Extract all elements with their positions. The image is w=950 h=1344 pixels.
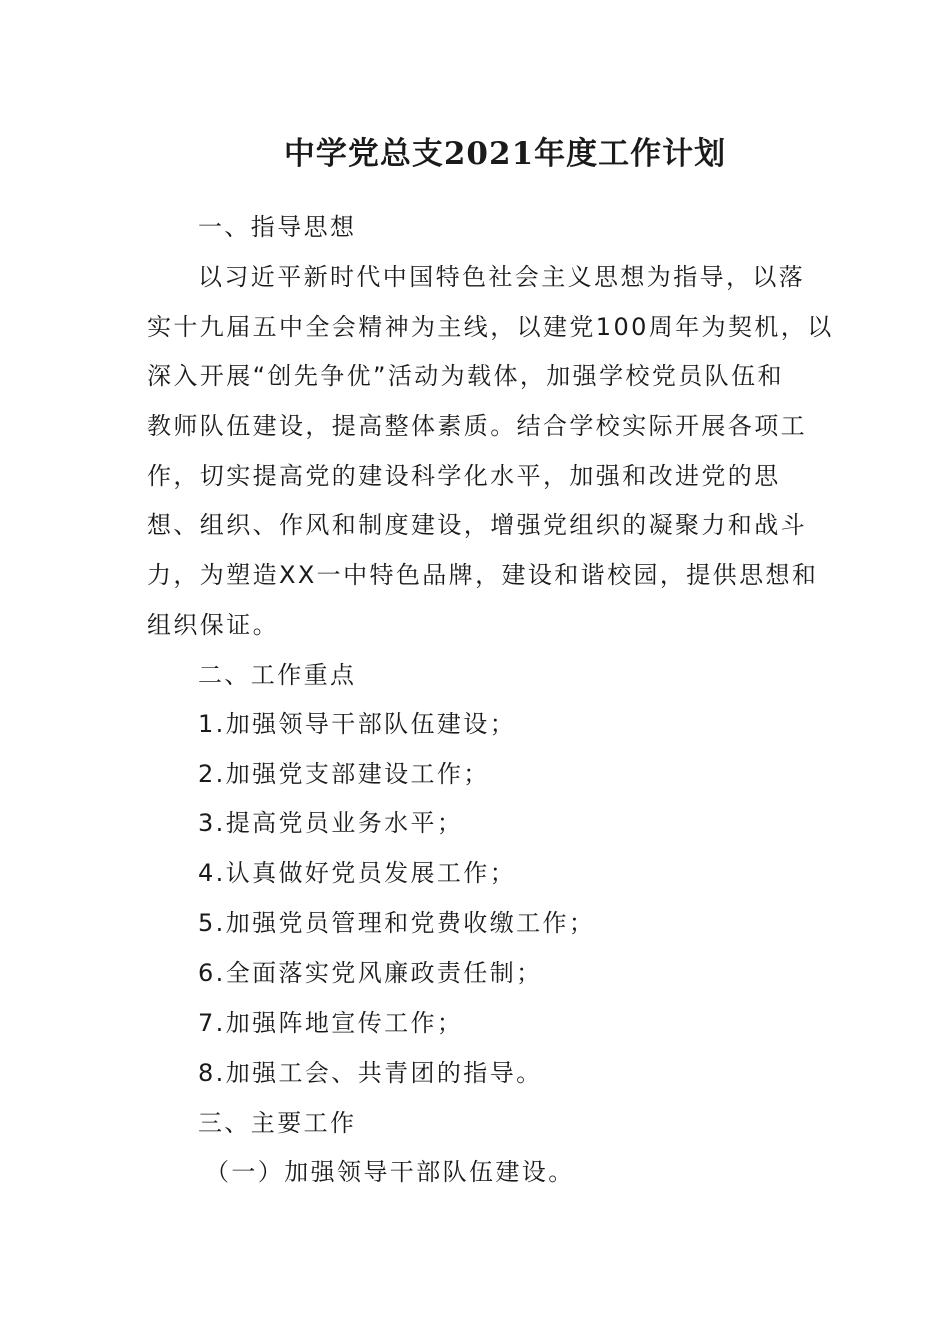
paragraph-line: 组织保证。 (147, 611, 279, 639)
document-title: 中学党总支2021年度工作计划 (283, 136, 727, 172)
section-heading-work-focus: 二、工作重点 (198, 661, 357, 689)
list-item: 4.认真做好党员发展工作； (198, 859, 517, 887)
list-item: 7.加强阵地宣传工作； (198, 1009, 464, 1037)
list-item: 8.加强工会、共青团的指导。 (198, 1059, 543, 1087)
list-item: 6.全面落实党风廉政责任制； (198, 959, 543, 987)
paragraph-line: 想、组织、作风和制度建设，增强党组织的凝聚力和战斗 (147, 511, 807, 539)
paragraph-line: 教师队伍建设，提高整体素质。结合学校实际开展各项工 (147, 412, 807, 440)
section-heading-main-work: 三、主要工作 (198, 1109, 357, 1137)
section-heading-guiding-ideology: 一、指导思想 (198, 213, 357, 241)
paragraph-line: 力，为塑造XX一中特色品牌，建设和谐校园，提供思想和 (147, 561, 819, 589)
list-item: 3.提高党员业务水平； (198, 809, 464, 837)
list-item: 2.加强党支部建设工作； (198, 760, 490, 788)
list-item: 5.加强党员管理和党费收缴工作； (198, 909, 596, 937)
paragraph-line: 以习近平新时代中国特色社会主义思想为指导，以落 (198, 263, 806, 291)
subsection-heading: （一）加强领导干部队伍建设。 (205, 1158, 575, 1186)
paragraph-line: 实十九届五中全会精神为主线，以建党100周年为契机，以 (147, 313, 834, 341)
list-item: 1.加强领导干部队伍建设； (198, 710, 517, 738)
paragraph-line: 深入开展“创先争优”活动为载体，加强学校党员队伍和 (147, 362, 784, 390)
paragraph-line: 作，切实提高党的建设科学化水平，加强和改进党的思 (147, 462, 781, 490)
